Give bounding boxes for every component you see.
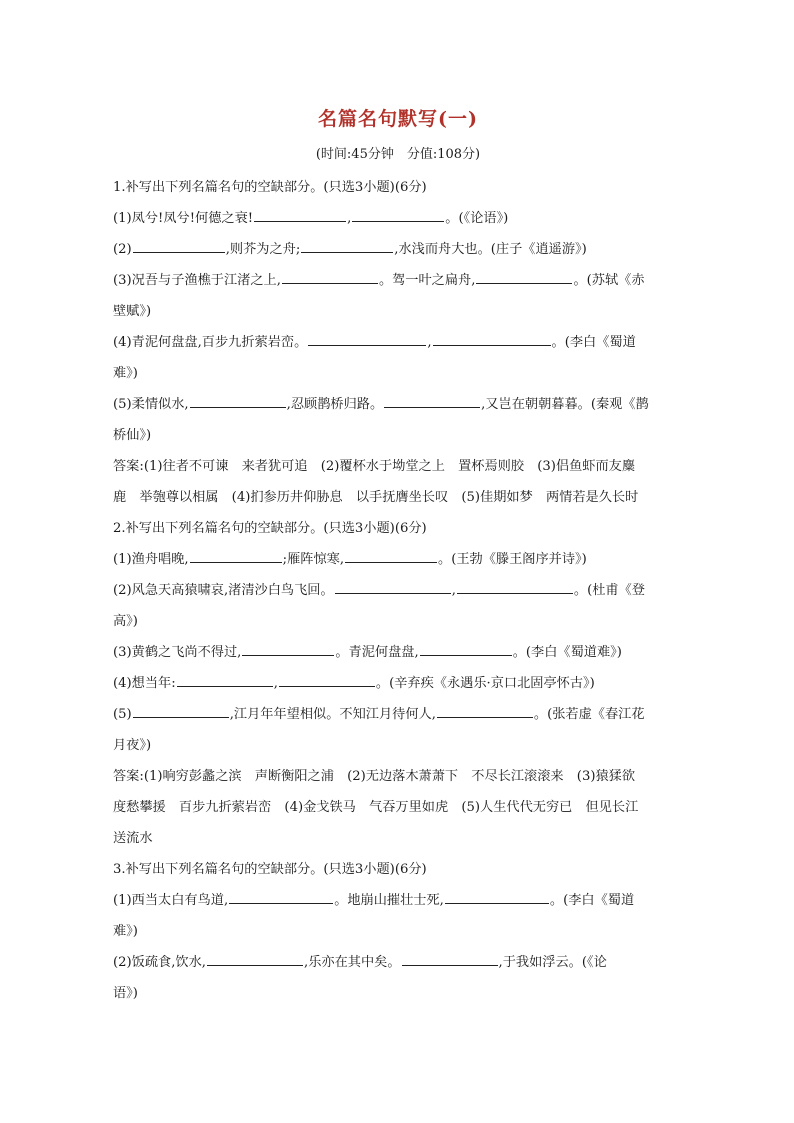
q2-item-5-text: 。(张若虚《春江花: [533, 707, 645, 722]
q2-item-4-text: ,: [273, 676, 278, 691]
q3-item-1-text: 。地崩山摧壮士死,: [334, 893, 444, 908]
q1-item-3-text: 。(苏轼《赤: [573, 273, 645, 288]
fill-blank[interactable]: [282, 282, 378, 284]
q1-answer-line: 鹿 举匏尊以相属 (4)扪参历井仰胁息 以手抚膺坐长叹 (5)佳期如梦 两情若是久长时: [113, 490, 639, 505]
fill-blank[interactable]: [437, 716, 533, 718]
q1-heading: 1.补写出下列名篇名句的空缺部分。(只选3小题)(6分): [113, 180, 427, 195]
q2-item-2-text: ,: [451, 583, 456, 598]
page-subtitle: (时间:45分钟 分值:108分): [315, 147, 481, 162]
fill-blank[interactable]: [384, 406, 480, 408]
q1-item-2-text: ,水浅而舟大也。(庄子《逍遥游》): [394, 242, 587, 257]
q2-item-4-text: 。(辛弃疾《永遇乐·京口北固亭怀古》): [375, 676, 595, 691]
q2-item-4: [113, 668, 683, 699]
q2-item-5-text: ,江月年年望相似。不知江月待何人,: [229, 707, 436, 722]
q2-item-3-text: 。(李白《蜀道难》): [512, 645, 622, 660]
q2-item-1-text: ;雁阵惊寒,: [282, 552, 345, 567]
q1-item-4: [113, 327, 683, 358]
q1-item-3-text: 。驾一叶之扁舟,: [378, 273, 476, 288]
q3-item-2-cont: 语》): [113, 986, 138, 1001]
q2-item-2-text: (2)风急天高猿啸哀,渚清沙白鸟飞回。: [113, 583, 334, 598]
q1-item-3: [113, 265, 683, 296]
q2-answer-line: 答案:(1)响穷彭蠡之滨 声断衡阳之浦 (2)无边落木萧萧下 不尽长江滚滚来 (3)猿猱欲: [113, 769, 636, 784]
q1-item-1-text: 。(《论语》): [445, 211, 509, 226]
fill-blank[interactable]: [402, 964, 498, 966]
q3-item-1-cont: 难》): [113, 924, 138, 939]
fill-blank[interactable]: [345, 561, 437, 563]
q1-item-2-text: ,则芥为之舟;: [225, 242, 301, 257]
q2-item-1-text: (1)渔舟唱晚,: [113, 552, 189, 567]
q3-item-1-text: 。(李白《蜀道: [549, 893, 635, 908]
document-page: [113, 100, 683, 1009]
fill-blank[interactable]: [229, 902, 333, 904]
q2-item-5-cont: 月夜》): [113, 738, 152, 753]
q2-answer-line: 送流水: [113, 831, 153, 846]
q2-item-4-text: (4)想当年:: [113, 676, 176, 691]
q3-item-2-text: ,乐亦在其中矣。: [304, 955, 401, 970]
q3-item-2-text: (2)饭疏食,饮水,: [113, 955, 207, 970]
q1-item-2-text: (2): [113, 242, 132, 257]
fill-blank[interactable]: [301, 251, 393, 253]
q1-item-5: [113, 389, 683, 420]
fill-blank[interactable]: [476, 282, 572, 284]
q3-item-2-text: ,于我如浮云。(《论: [498, 955, 607, 970]
q2-item-2: [113, 575, 683, 606]
fill-blank[interactable]: [335, 592, 451, 594]
q3-item-1-text: (1)西当太白有鸟道,: [113, 893, 229, 908]
fill-blank[interactable]: [133, 251, 225, 253]
fill-blank[interactable]: [457, 592, 573, 594]
fill-blank[interactable]: [433, 344, 551, 346]
q2-item-1-text: 。(王勃《滕王阁序并诗》): [438, 552, 587, 567]
q1-item-4-cont: 难》): [113, 366, 138, 381]
fill-blank[interactable]: [177, 685, 273, 687]
fill-blank[interactable]: [420, 654, 512, 656]
fill-blank[interactable]: [445, 902, 549, 904]
q1-item-3-text: (3)况吾与子渔樵于江渚之上,: [113, 273, 281, 288]
q3-item-1: [113, 885, 683, 916]
q2-heading: 2.补写出下列名篇名句的空缺部分。(只选3小题)(6分): [113, 521, 427, 536]
q2-item-3-text: (3)黄鹤之飞尚不得过,: [113, 645, 242, 660]
q1-item-5-cont: 桥仙》): [113, 428, 152, 443]
q1-item-4-text: ,: [427, 335, 432, 350]
q2-item-2-text: 。(杜甫《登: [573, 583, 645, 598]
fill-blank[interactable]: [254, 220, 346, 222]
q2-answer-line: 度愁攀援 百步九折萦岩峦 (4)金戈铁马 气吞万里如虎 (5)人生代代无穷已 但见长江: [113, 800, 639, 815]
q1-item-2: [113, 234, 683, 265]
fill-blank[interactable]: [308, 344, 426, 346]
fill-blank[interactable]: [133, 716, 229, 718]
q3-item-2: [113, 947, 683, 978]
fill-blank[interactable]: [279, 685, 375, 687]
q1-item-1: [113, 203, 683, 234]
fill-blank[interactable]: [190, 561, 282, 563]
q2-item-3-text: 。青泥何盘盘,: [335, 645, 419, 660]
fill-blank[interactable]: [190, 406, 286, 408]
page-title: 名篇名句默写(一): [318, 108, 478, 130]
q2-item-1: [113, 544, 683, 575]
q1-item-5-text: (5)柔情似水,: [113, 397, 189, 412]
q1-item-5-text: ,忍顾鹊桥归路。: [286, 397, 384, 412]
q2-item-5: [113, 699, 683, 730]
q2-item-3: [113, 637, 683, 668]
q2-item-2-cont: 高》): [113, 614, 138, 629]
q1-item-5-text: ,又岂在朝朝暮暮。(秦观《鹊: [481, 397, 649, 412]
q2-item-5-text: (5): [113, 707, 132, 722]
fill-blank[interactable]: [242, 654, 334, 656]
q1-item-1-text: ,: [347, 211, 352, 226]
q1-item-4-text: (4)青泥何盘盘,百步九折萦岩峦。: [113, 335, 308, 350]
q1-item-4-text: 。(李白《蜀道: [551, 335, 636, 350]
q3-heading: 3.补写出下列名篇名句的空缺部分。(只选3小题)(6分): [113, 862, 427, 877]
q1-item-1-text: (1)凤兮!凤兮!何德之衰!: [113, 211, 254, 226]
q1-item-3-cont: 壁赋》): [113, 304, 152, 319]
q1-answer-line: 答案:(1)往者不可谏 来者犹可追 (2)覆杯水于坳堂之上 置杯焉则胶 (3)侣鱼虾而友麋: [113, 459, 636, 474]
fill-blank[interactable]: [352, 220, 444, 222]
fill-blank[interactable]: [207, 964, 303, 966]
